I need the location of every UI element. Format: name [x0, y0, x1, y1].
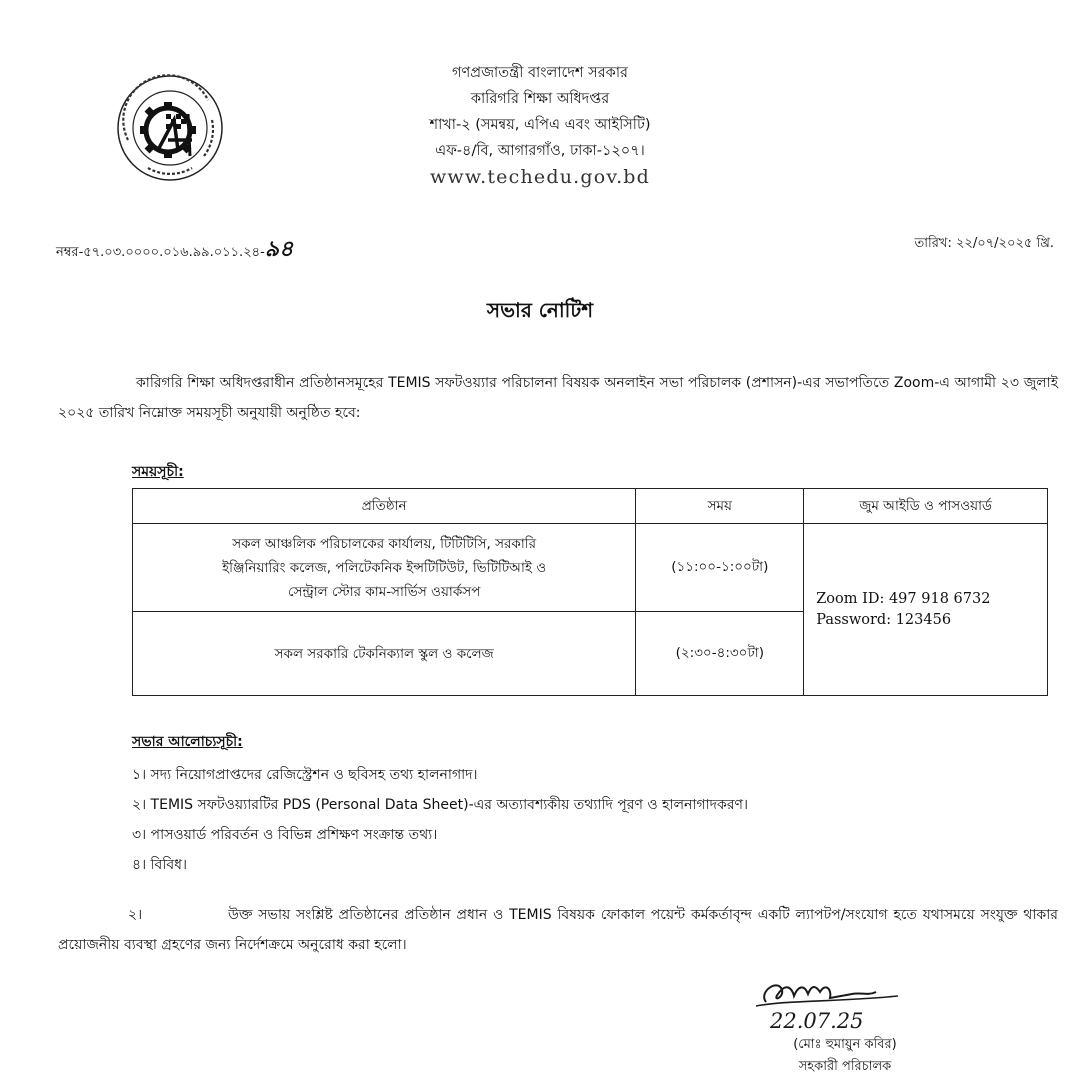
reference-handwritten: ৯৪: [264, 236, 294, 262]
header-time: সময়: [636, 489, 804, 524]
dte-seal-icon: [108, 70, 238, 186]
institution-line: সকল আঞ্চলিক পরিচালকের কার্যালয়, টিটিটিসি, সরকারি: [232, 535, 537, 552]
header-govt: গণপ্রজাতন্ত্রী বাংলাদেশ সরকার: [451, 65, 628, 81]
schedule-table: [132, 488, 1048, 696]
agenda-label: সভার আলোচ্যসূচী:: [132, 734, 243, 750]
signatory-name: (মোঃ হুমায়ুন কবির): [793, 1037, 897, 1052]
notice-title: সভার নোটিশ: [486, 298, 594, 322]
notice-date: তারিখ: ২২/০৭/২০২৫ খ্রি.: [914, 236, 1054, 251]
schedule-label: সময়সূচী:: [132, 464, 184, 480]
institution-cell: [133, 612, 636, 696]
zoom-credentials-cell: [804, 524, 1048, 696]
signature-date: 22.07.25: [770, 1009, 864, 1033]
institution-line: সকল সরকারি টেকনিক্যাল স্কুল ও কলেজ: [274, 645, 494, 662]
zoom-password: Password: 123456: [816, 611, 952, 628]
institution-cell: [133, 524, 636, 612]
reference-number-text: নম্বর-৫৭.০৩.০০০০.০১৬.৯৯.০১১.২৪-: [56, 245, 265, 260]
intro-paragraph: কারিগরি শিক্ষা অধিদপ্তরাধীন প্রতিষ্ঠানসমূহের TEMIS সফটওয়্যার পরিচালনা বিষয়ক অনলাইন সভা পরিচালক (প্রশাসন)-এর সভাপতিতে Zoom-এ আগামী ২৩ জুলাই ২০২৫ তারিখ নিম্নোক্ত সময়সূচী অনুযায়ী অনুষ্ঠিত হবে:: [58, 375, 1058, 421]
agenda-item: ১। সদ্য নিয়োগপ্রাপ্তদের রেজিস্ট্রেশন ও ছবিসহ তথ্য হালনাগাদ।: [132, 767, 478, 783]
letterhead: [300, 60, 780, 190]
header-department: কারিগরি শিক্ষা অধিদপ্তর: [470, 91, 610, 107]
table-header-row: [133, 489, 1048, 524]
signatory-designation: সহকারী পরিচালক: [798, 1059, 892, 1074]
signature-icon: [748, 972, 918, 1034]
header-zoom: জুম আইডি ও পাসওয়ার্ড: [804, 489, 1048, 524]
signatory: [760, 1034, 930, 1078]
closing-text: উক্ত সভায় সংশ্লিষ্ট প্রতিষ্ঠানের প্রতিষ্ঠান প্রধান ও TEMIS বিষয়ক ফোকাল পয়েন্ট কর্মকর্তাবৃন্দ একটি ল্যাপটপ/সংযোগ হতে যথাসময়ে সংযুক্ত থাকার প্রয়োজনীয় ব্যবস্থা গ্রহণের জন্য নির্দেশক্রমে অনুরোধ করা হলো।: [58, 907, 1058, 953]
header-branch: শাখা-২ (সমন্বয়, এপিএ এবং আইসিটি): [429, 117, 651, 133]
header-institution: প্রতিষ্ঠান: [133, 489, 636, 524]
time-cell: (২:৩০-৪:৩০টা): [636, 612, 804, 696]
agenda-item: ২। TEMIS সফটওয়্যারটির PDS (Personal Data Sheet)-এর অত্যাবশ্যকীয় তথ্যাদি পূরণ ও হালনাগাদকরণ।: [132, 797, 748, 813]
institution-line: ইঞ্জিনিয়ারিং কলেজ, পলিটেকনিক ইন্সটিটিউট, ভিটিটিআই ও: [222, 559, 547, 576]
time-cell: (১১:০০-১:০০টা): [636, 524, 804, 612]
institution-line: সেন্ট্রাল স্টোর কাম-সার্ভিস ওয়ার্কসপ: [287, 583, 481, 600]
closing-number: ২।: [128, 907, 143, 923]
zoom-id: Zoom ID: 497 918 6732: [816, 590, 991, 607]
agenda-item: ৪। বিবিধ।: [132, 857, 187, 873]
header-address: এফ-৪/বি, আগারগাঁও, ঢাকা-১২০৭।: [435, 143, 645, 159]
header-website[interactable]: www.techedu.gov.bd: [429, 166, 651, 188]
reference-number: [56, 232, 293, 269]
table-row: [133, 524, 1048, 612]
agenda-item: ৩। পাসওয়ার্ড পরিবর্তন ও বিভিন্ন প্রশিক্ষণ সংক্রান্ত তথ্য।: [132, 827, 438, 843]
agenda-list: [132, 760, 748, 880]
closing-paragraph: [58, 900, 1058, 960]
